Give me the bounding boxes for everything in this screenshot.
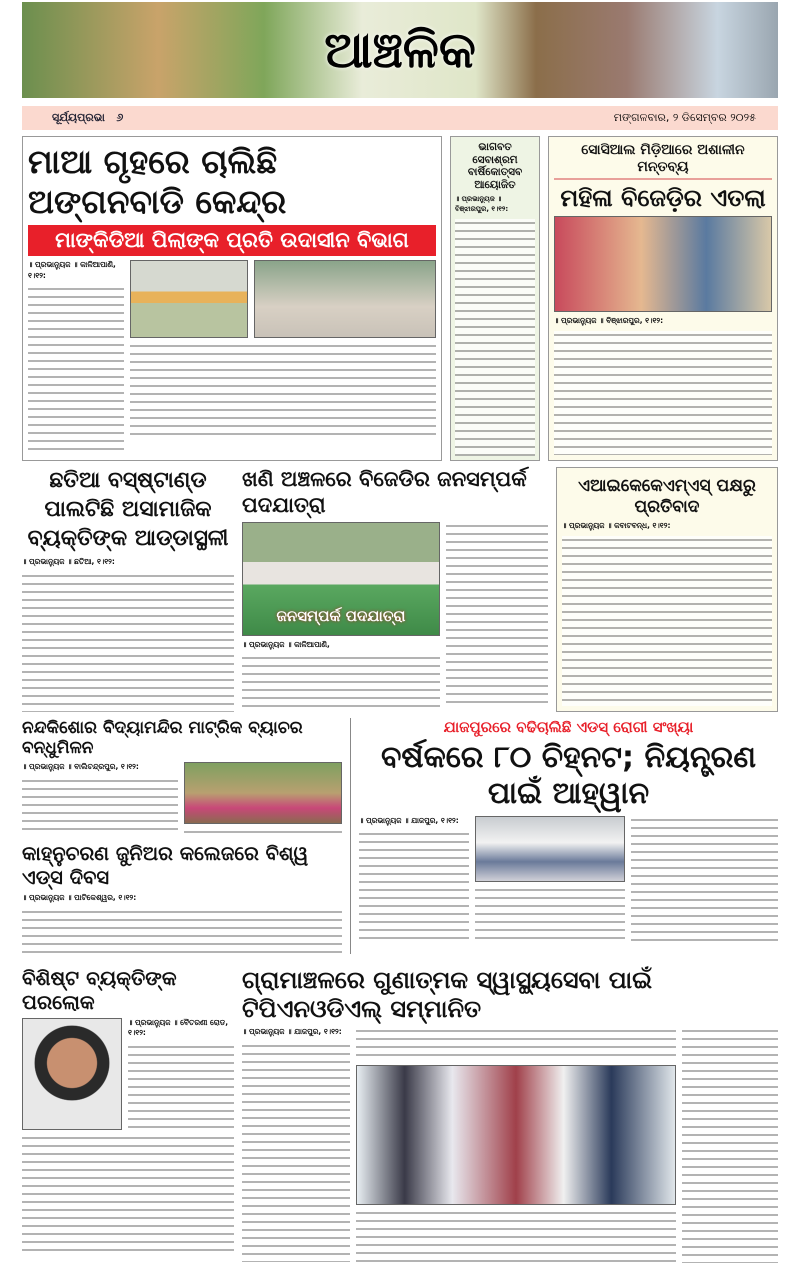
article-body	[446, 522, 548, 710]
article-body	[475, 886, 625, 942]
headline: ବିଶିଷ୍ଟ ବ୍ୟକ୍ତିଙ୍କ ପରଲୋକ	[22, 965, 177, 1014]
headline: ନନ୍ଦକିଶୋର ବିଦ୍ୟାମନ୍ଦିର ମାଟ୍ରିକ ବ୍ୟାଚର ବନ୍ଧୁମିଳନ	[22, 717, 303, 759]
article-body	[22, 908, 342, 954]
story-kahnucharan	[22, 842, 342, 953]
dateline: ॥ ପ୍ରଭାନ୍ୟୁଜ ॥ ପାଟିକେଶ୍ୱର, ୧।୧୨:	[22, 893, 137, 903]
subheadline: ମାଙ୍କିଡିଆ ପିଲାଙ୍କ ପ୍ରତି ଉଦାସୀନ ବିଭାଗ	[28, 225, 436, 256]
award-ceremony-photo	[356, 1065, 676, 1205]
dateline: ॥ ପ୍ରଭାନ୍ୟୁଜ ॥ ଯାଜପୁର, ୧।୧୨:	[359, 815, 459, 825]
story-aikkms	[556, 467, 778, 711]
deceased-portrait-photo	[22, 1018, 122, 1130]
kicker: ସୋସିଆଲ ମିଡ଼ିଆରେ ଅଶାଳୀନ ମନ୍ତବ୍ୟ	[554, 142, 772, 180]
anganwadi-building-photo	[130, 260, 248, 338]
article-body	[22, 777, 178, 833]
story-chhatia	[22, 467, 234, 711]
dateline: ॥ ପ୍ରଭାନ୍ୟୁଜ ॥ ଯାଜପୁର, ୧।୧୨:	[242, 1027, 342, 1037]
dateline: ॥ ପ୍ରଭାନ୍ୟୁଜ ॥ କାଳିଆପାଣି,	[242, 639, 330, 649]
article-body	[130, 342, 436, 438]
page-header-strip	[22, 106, 778, 130]
paper-name: ସୂର୍ଯ୍ୟପ୍ରଭା	[52, 111, 105, 124]
dateline: ॥ ପ୍ରଭାନ୍ୟୁଜ ॥ ବିଞ୍ଝାରପୁର, ୧।୧୨:	[554, 316, 664, 326]
story-bhagabat	[450, 136, 540, 461]
article-body	[356, 1209, 676, 1263]
article-body	[455, 219, 535, 456]
dateline: ॥ ପ୍ରଭାନ୍ୟୁଜ ॥ କବାଟବନ୍ଧ, ୧।୧୨:	[562, 521, 671, 531]
headline: ଭାଗବତ ସେବାଶ୍ରମ ବାର୍ଷିକୋତ୍ସବ ଆୟୋଜିତ	[467, 141, 523, 191]
aids-awareness-meeting-photo	[475, 816, 625, 882]
page-number: ୬	[116, 111, 124, 124]
headline: ମହିଳା ବିଜେଡ଼ିର ଏତଲା	[560, 183, 766, 212]
padayatra-rally-photo	[242, 522, 440, 636]
kicker: ଯାଜପୁରରେ ବଢିଚାଲିଛି ଏଡସ୍ ରୋଗୀ ସଂଖ୍ୟା	[443, 717, 694, 736]
article-body	[22, 572, 234, 712]
story-aids-jajpur	[359, 718, 778, 954]
headline: ବର୍ଷକରେ ୮୦ ଚିହ୍ନଟ; ନିୟନ୍ତ୍ରଣ ପାଇଁ ଆହ୍ୱାନ	[380, 739, 757, 811]
issue-date: ମଙ୍ଗଳବାର, ୨ ଡିସେମ୍ବର ୨୦୨୫	[613, 111, 756, 124]
dateline: ॥ ପ୍ରଭାନ୍ୟୁଜ ॥ କାଳିଆପାଣି, ୧।୧୨:	[28, 260, 116, 280]
rally-banner-text: ଜନସମ୍ପର୍କ ପଦଯାତ୍ରା	[276, 606, 406, 625]
row-1	[22, 136, 778, 461]
article-body	[242, 654, 440, 709]
headline: ଖଣି ଅଞ୍ଚଳରେ ବିଜେଡିର ଜନସମ୍ପର୍କ ପଦଯାତ୍ରା	[242, 467, 527, 517]
article-body	[22, 1134, 234, 1254]
section-title: ଆଞ୍ଚଳିକ	[324, 21, 476, 79]
women-submitting-complaint-photo	[554, 216, 772, 312]
article-body	[28, 285, 124, 455]
article-body	[128, 1043, 234, 1130]
row-2	[22, 467, 778, 711]
row-3	[22, 718, 778, 954]
row-4	[22, 966, 778, 1264]
dateline: ॥ ପ୍ରଭାନ୍ୟୁଜ ॥ ବୈତରଣୀ ରୋଡ, ୧।୧୨:	[128, 1017, 229, 1038]
column-divider	[350, 718, 351, 954]
story-anganwadi	[22, 136, 442, 461]
article-body	[682, 1027, 778, 1263]
article-body	[554, 331, 772, 455]
headline: ଗ୍ରାମାଞ୍ଚଳରେ ଗୁଣାତ୍ମକ ସ୍ୱାସ୍ଥ୍ୟସେବା ପାଇଁ ଟିପିଏନଓଡିଏଲ୍ ସମ୍ମାନିତ	[242, 965, 653, 1023]
alumni-meet-photo	[184, 762, 342, 824]
children-classroom-photo	[254, 260, 436, 338]
story-padayatra	[242, 467, 548, 711]
article-body	[356, 1027, 676, 1061]
headline: ଛତିଆ ବସ୍‌ଷ୍ଟାଣ୍ଡ ପାଲଟିଛି ଅସାମାଜିକ ବ୍ୟକ୍ତିଙ୍କ ଆଡ୍ଡାସ୍ଥଳୀ	[27, 468, 229, 551]
story-tpnodl	[242, 966, 778, 1264]
story-mahila-bjd	[548, 136, 778, 461]
article-body	[562, 536, 772, 706]
article-body	[242, 1042, 350, 1262]
article-body	[359, 830, 469, 940]
dateline: ॥ ପ୍ରଭାନ୍ୟୁଜ ॥ ବାଲିଚନ୍ଦ୍ରପୁର, ୧।୧୨:	[22, 762, 139, 772]
headline: ଏଆଇକେକେଏମ୍‌ଏସ୍ ପକ୍ଷରୁ ପ୍ରତିବାଦ	[578, 476, 756, 517]
article-body	[184, 828, 342, 836]
headline: କାହ୍ନୁଚରଣ ଜୁନିଅର କଲେଜରେ ବିଶ୍ୱ ଏଡ୍‌ସ ଦିବସ	[22, 842, 309, 889]
headline: ମାଆ ଗୃହରେ ଚାଲିଛି ଅଙ୍ଗନବାଡି କେନ୍ଦ୍ର	[28, 142, 287, 221]
masthead-banner-image	[22, 2, 778, 98]
story-obituary	[22, 966, 234, 1264]
story-nandakishore	[22, 718, 342, 837]
article-body	[631, 816, 778, 942]
dateline: ॥ ପ୍ରଭାନ୍ୟୁଜ ॥ ଛତିଆ, ୧।୧୨:	[22, 557, 115, 567]
dateline: ॥ ପ୍ରଭାନ୍ୟୁଜ ॥ ବିଞ୍ଝାରପୁର, ୧।୧୨:	[455, 195, 509, 214]
